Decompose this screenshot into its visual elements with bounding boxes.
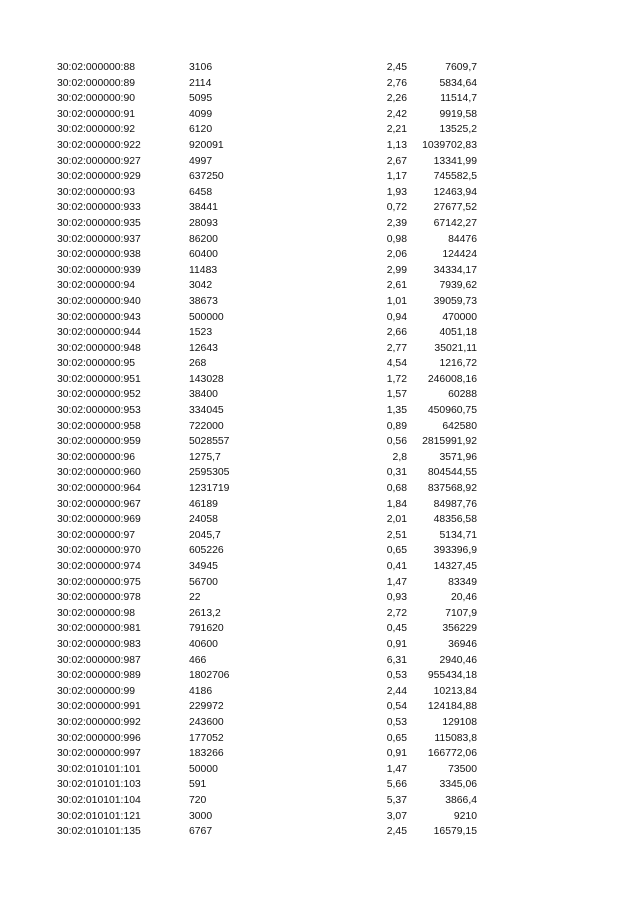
table-row xyxy=(57,575,477,591)
value-cell: 3571,96 xyxy=(439,451,477,463)
area-cell: 86200 xyxy=(189,233,218,245)
rate-cell: 1,01 xyxy=(386,295,407,307)
value-cell: 16579,15 xyxy=(433,826,477,838)
value-cell: 5834,64 xyxy=(439,77,477,89)
rate-cell: 6,31 xyxy=(386,654,407,666)
rate-cell: 2,26 xyxy=(386,93,407,105)
area-cell: 4099 xyxy=(189,108,213,120)
cadastral-number-cell: 30:02:000000:974 xyxy=(57,561,141,572)
cadastral-number-cell: 30:02:000000:92 xyxy=(57,124,136,136)
value-cell: 84476 xyxy=(448,233,477,245)
rate-cell: 0,68 xyxy=(386,483,407,495)
table-row xyxy=(57,606,477,622)
cadastral-number-cell: 30:02:000000:95 xyxy=(57,358,136,370)
rate-cell: 5,66 xyxy=(386,779,407,791)
value-cell: 745582,5 xyxy=(433,171,477,183)
table-row xyxy=(57,777,477,793)
table-row xyxy=(57,403,477,419)
cadastral-number-cell: 30:02:010101:101 xyxy=(57,763,141,775)
value-cell: 166772,06 xyxy=(427,748,477,760)
rate-cell: 1,57 xyxy=(386,389,407,401)
area-cell: 12643 xyxy=(189,342,218,354)
cadastral-number-cell: 30:02:000000:88 xyxy=(57,62,136,73)
rate-cell: 1,72 xyxy=(386,373,407,385)
cadastral-number-cell: 30:02:000000:922 xyxy=(57,139,141,151)
cadastral-number-cell: 30:02:000000:94 xyxy=(57,280,136,292)
value-cell: 804544,55 xyxy=(427,467,477,479)
value-cell: 450960,75 xyxy=(427,405,477,417)
cadastral-number-cell: 30:02:000000:952 xyxy=(57,389,141,401)
cadastral-number-cell: 30:02:000000:938 xyxy=(57,249,141,261)
table-row xyxy=(57,668,477,684)
value-cell: 48356,58 xyxy=(433,514,477,526)
value-cell: 10213,84 xyxy=(433,685,477,697)
table-row xyxy=(57,497,477,513)
cadastral-number-cell: 30:02:000000:93 xyxy=(57,186,136,198)
cadastral-number-cell: 30:02:010101:135 xyxy=(57,826,141,838)
value-cell: 36946 xyxy=(448,638,477,650)
table-row xyxy=(57,559,477,575)
area-cell: 34945 xyxy=(189,561,218,572)
table-row xyxy=(57,434,477,450)
rate-cell: 2,45 xyxy=(386,62,407,73)
cadastral-number-cell: 30:02:010101:104 xyxy=(57,794,141,806)
area-cell: 334045 xyxy=(189,405,224,417)
area-cell: 40600 xyxy=(189,638,218,650)
cadastral-number-cell: 30:02:000000:981 xyxy=(57,623,141,635)
rate-cell: 0,94 xyxy=(386,311,407,323)
value-cell: 124184,88 xyxy=(427,701,477,713)
rate-cell: 2,42 xyxy=(386,108,407,120)
rate-cell: 2,51 xyxy=(386,529,407,541)
area-cell: 11483 xyxy=(189,264,218,276)
cadastral-number-cell: 30:02:000000:967 xyxy=(57,498,141,510)
area-cell: 2613,2 xyxy=(189,607,221,619)
value-cell: 1216,72 xyxy=(439,358,477,370)
rate-cell: 0,53 xyxy=(386,670,407,682)
rate-cell: 0,65 xyxy=(386,732,407,744)
area-cell: 605226 xyxy=(189,545,224,557)
value-cell: 34334,17 xyxy=(433,264,477,276)
rate-cell: 2,21 xyxy=(386,124,407,136)
value-cell: 20,46 xyxy=(450,592,477,604)
value-cell: 115083,8 xyxy=(434,732,477,744)
value-cell: 2940,46 xyxy=(439,654,477,666)
area-cell: 500000 xyxy=(189,311,224,323)
area-cell: 5028557 xyxy=(189,436,230,448)
value-cell: 11514,7 xyxy=(440,93,477,105)
rate-cell: 2,99 xyxy=(386,264,407,276)
table-row xyxy=(57,91,477,107)
area-cell: 1231719 xyxy=(189,483,230,495)
cadastral-number-cell: 30:02:000000:970 xyxy=(57,545,141,557)
value-cell: 955434,18 xyxy=(427,670,477,682)
area-cell: 591 xyxy=(189,779,207,791)
area-cell: 3042 xyxy=(189,280,213,292)
table-row xyxy=(57,216,477,232)
area-cell: 22 xyxy=(189,592,201,604)
rate-cell: 2,45 xyxy=(386,826,407,838)
table-row xyxy=(57,481,477,497)
cadastral-number-cell: 30:02:000000:89 xyxy=(57,77,136,89)
cadastral-number-cell: 30:02:000000:927 xyxy=(57,155,141,167)
value-cell: 1039702,83 xyxy=(422,139,477,151)
rate-cell: 1,93 xyxy=(386,186,407,198)
cadastral-number-cell: 30:02:010101:121 xyxy=(57,810,141,822)
value-cell: 35021,11 xyxy=(434,342,477,354)
rate-cell: 4,54 xyxy=(386,358,407,370)
rate-cell: 2,61 xyxy=(386,280,407,292)
value-cell: 84987,76 xyxy=(433,498,477,510)
value-cell: 83349 xyxy=(448,576,477,588)
rate-cell: 1,35 xyxy=(386,405,407,417)
rate-cell: 2,39 xyxy=(386,217,407,229)
table-row xyxy=(57,793,477,809)
cadastral-number-cell: 30:02:000000:98 xyxy=(57,607,136,619)
cadastral-number-cell: 30:02:000000:953 xyxy=(57,405,141,417)
table-row xyxy=(57,590,477,606)
cadastral-number-cell: 30:02:000000:987 xyxy=(57,654,141,666)
area-cell: 637250 xyxy=(189,171,224,183)
rate-cell: 1,84 xyxy=(386,498,407,510)
table-row xyxy=(57,450,477,466)
table-row xyxy=(57,185,477,201)
value-cell: 642580 xyxy=(442,420,477,432)
value-cell: 73500 xyxy=(448,763,477,775)
value-cell: 129108 xyxy=(442,716,477,728)
rate-cell: 0,56 xyxy=(386,436,407,448)
area-cell: 722000 xyxy=(189,420,224,432)
value-cell: 13341,99 xyxy=(433,155,477,167)
value-cell: 9919,58 xyxy=(439,108,477,120)
area-cell: 50000 xyxy=(189,763,218,775)
value-cell: 837568,92 xyxy=(427,483,477,495)
cadastral-number-cell: 30:02:010101:103 xyxy=(57,779,141,791)
value-cell: 3866,4 xyxy=(445,794,477,806)
cadastral-number-cell: 30:02:000000:978 xyxy=(57,592,141,604)
area-cell: 6120 xyxy=(189,124,213,136)
table-row xyxy=(57,809,477,825)
table-row xyxy=(57,746,477,762)
cadastral-number-cell: 30:02:000000:97 xyxy=(57,529,136,541)
table-row xyxy=(57,824,477,840)
area-cell: 791620 xyxy=(189,623,224,635)
area-cell: 3000 xyxy=(189,810,213,822)
value-cell: 67142,27 xyxy=(433,217,477,229)
value-cell: 3345,06 xyxy=(439,779,477,791)
area-cell: 229972 xyxy=(189,701,224,713)
area-cell: 6767 xyxy=(189,826,213,838)
area-cell: 183266 xyxy=(189,748,224,760)
cadastral-number-cell: 30:02:000000:933 xyxy=(57,202,141,214)
area-cell: 1802706 xyxy=(189,670,230,682)
cadastral-number-cell: 30:02:000000:997 xyxy=(57,748,141,760)
area-cell: 1523 xyxy=(189,327,213,339)
rate-cell: 1,47 xyxy=(386,763,407,775)
value-cell: 7939,62 xyxy=(439,280,477,292)
table-row xyxy=(57,200,477,216)
area-cell: 177052 xyxy=(189,732,224,744)
table-row xyxy=(57,715,477,731)
cadastral-number-cell: 30:02:000000:959 xyxy=(57,436,141,448)
rate-cell: 0,72 xyxy=(386,202,407,214)
cadastral-number-cell: 30:02:000000:939 xyxy=(57,264,141,276)
value-cell: 9210 xyxy=(453,810,477,822)
area-cell: 24058 xyxy=(189,514,218,526)
value-cell: 4051,18 xyxy=(439,327,477,339)
table-row xyxy=(57,731,477,747)
rate-cell: 2,76 xyxy=(386,77,407,89)
table-row xyxy=(57,341,477,357)
cadastral-number-cell: 30:02:000000:983 xyxy=(57,638,141,650)
rate-cell: 2,01 xyxy=(386,514,407,526)
area-cell: 28093 xyxy=(189,217,218,229)
cadastral-number-cell: 30:02:000000:96 xyxy=(57,451,136,463)
value-cell: 246008,16 xyxy=(427,373,477,385)
table-row xyxy=(57,637,477,653)
table-row xyxy=(57,621,477,637)
value-cell: 60288 xyxy=(448,389,477,401)
table-row xyxy=(57,512,477,528)
cadastral-number-cell: 30:02:000000:948 xyxy=(57,342,141,354)
cadastral-number-cell: 30:02:000000:937 xyxy=(57,233,141,245)
area-cell: 38673 xyxy=(189,295,218,307)
table-row xyxy=(57,387,477,403)
cadastral-number-cell: 30:02:000000:992 xyxy=(57,716,141,728)
value-cell: 393396,9 xyxy=(433,545,477,557)
rate-cell: 1,17 xyxy=(386,171,407,183)
table-row xyxy=(57,528,477,544)
rate-cell: 1,13 xyxy=(386,139,407,151)
area-cell: 60400 xyxy=(189,249,218,261)
area-cell: 4186 xyxy=(189,685,213,697)
rate-cell: 0,93 xyxy=(386,592,407,604)
table-row xyxy=(57,372,477,388)
area-cell: 2114 xyxy=(189,77,212,89)
table-row xyxy=(57,107,477,123)
value-cell: 39059,73 xyxy=(433,295,477,307)
data-table xyxy=(57,60,477,840)
area-cell: 143028 xyxy=(189,373,224,385)
table-row xyxy=(57,263,477,279)
area-cell: 38400 xyxy=(189,389,218,401)
table-row xyxy=(57,169,477,185)
area-cell: 2595305 xyxy=(189,467,230,479)
table-row xyxy=(57,684,477,700)
cadastral-number-cell: 30:02:000000:943 xyxy=(57,311,141,323)
value-cell: 470000 xyxy=(442,311,477,323)
table-row xyxy=(57,122,477,138)
cadastral-number-cell: 30:02:000000:940 xyxy=(57,295,141,307)
rate-cell: 0,45 xyxy=(386,623,407,635)
table-row xyxy=(57,325,477,341)
rate-cell: 3,07 xyxy=(386,810,407,822)
rate-cell: 0,98 xyxy=(386,233,407,245)
rate-cell: 0,53 xyxy=(386,716,407,728)
table-row xyxy=(57,60,477,76)
value-cell: 356229 xyxy=(442,623,477,635)
area-cell: 3106 xyxy=(189,62,213,73)
area-cell: 56700 xyxy=(189,576,218,588)
area-cell: 6458 xyxy=(189,186,213,198)
area-cell: 1275,7 xyxy=(189,451,221,463)
rate-cell: 0,91 xyxy=(386,748,407,760)
rate-cell: 0,91 xyxy=(386,638,407,650)
cadastral-number-cell: 30:02:000000:91 xyxy=(57,108,136,120)
rate-cell: 5,37 xyxy=(386,794,407,806)
area-cell: 268 xyxy=(189,358,207,370)
table-row xyxy=(57,699,477,715)
area-cell: 466 xyxy=(189,654,207,666)
table-row xyxy=(57,543,477,559)
table-row xyxy=(57,465,477,481)
rate-cell: 0,31 xyxy=(386,467,407,479)
rate-cell: 2,77 xyxy=(386,342,407,354)
value-cell: 124424 xyxy=(442,249,477,261)
cadastral-number-cell: 30:02:000000:929 xyxy=(57,171,141,183)
cadastral-number-cell: 30:02:000000:964 xyxy=(57,483,141,495)
rate-cell: 0,89 xyxy=(386,420,407,432)
table-row xyxy=(57,278,477,294)
rate-cell: 2,06 xyxy=(386,249,407,261)
rate-cell: 0,65 xyxy=(386,545,407,557)
area-cell: 920091 xyxy=(189,139,224,151)
cadastral-number-cell: 30:02:000000:99 xyxy=(57,685,136,697)
area-cell: 4997 xyxy=(189,155,213,167)
rate-cell: 2,72 xyxy=(386,607,407,619)
cadastral-number-cell: 30:02:000000:975 xyxy=(57,576,141,588)
value-cell: 14327,45 xyxy=(433,561,477,572)
table-row xyxy=(57,232,477,248)
cadastral-number-cell: 30:02:000000:960 xyxy=(57,467,141,479)
area-cell: 720 xyxy=(189,794,207,806)
table-row xyxy=(57,419,477,435)
value-cell: 5134,71 xyxy=(439,529,477,541)
table-row xyxy=(57,138,477,154)
table-row xyxy=(57,294,477,310)
rate-cell: 1,47 xyxy=(386,576,407,588)
cadastral-number-cell: 30:02:000000:951 xyxy=(57,373,141,385)
value-cell: 12463,94 xyxy=(433,186,477,198)
rate-cell: 2,66 xyxy=(386,327,407,339)
value-cell: 2815991,92 xyxy=(422,436,477,448)
cadastral-number-cell: 30:02:000000:935 xyxy=(57,217,141,229)
area-cell: 243600 xyxy=(189,716,224,728)
cadastral-number-cell: 30:02:000000:969 xyxy=(57,514,141,526)
cadastral-number-cell: 30:02:000000:944 xyxy=(57,327,141,339)
area-cell: 38441 xyxy=(189,202,218,214)
rate-cell: 0,41 xyxy=(386,561,407,572)
cadastral-number-cell: 30:02:000000:989 xyxy=(57,670,141,682)
cadastral-number-cell: 30:02:000000:991 xyxy=(57,701,141,713)
table-row xyxy=(57,154,477,170)
value-cell: 27677,52 xyxy=(433,202,477,214)
value-cell: 13525,2 xyxy=(439,124,477,136)
rate-cell: 2,44 xyxy=(386,685,407,697)
rate-cell: 0,54 xyxy=(386,701,407,713)
cadastral-number-cell: 30:02:000000:996 xyxy=(57,732,141,744)
table-row xyxy=(57,356,477,372)
table-row xyxy=(57,76,477,92)
table-row xyxy=(57,653,477,669)
rate-cell: 2,8 xyxy=(392,451,407,463)
table-row xyxy=(57,247,477,263)
value-cell: 7609,7 xyxy=(445,62,477,73)
area-cell: 5095 xyxy=(189,93,213,105)
value-cell: 7107,9 xyxy=(445,607,477,619)
cadastral-number-cell: 30:02:000000:958 xyxy=(57,420,141,432)
area-cell: 46189 xyxy=(189,498,218,510)
rate-cell: 2,67 xyxy=(386,155,407,167)
area-cell: 2045,7 xyxy=(189,529,221,541)
cadastral-number-cell: 30:02:000000:90 xyxy=(57,93,136,105)
table-row xyxy=(57,762,477,778)
table-row xyxy=(57,310,477,326)
